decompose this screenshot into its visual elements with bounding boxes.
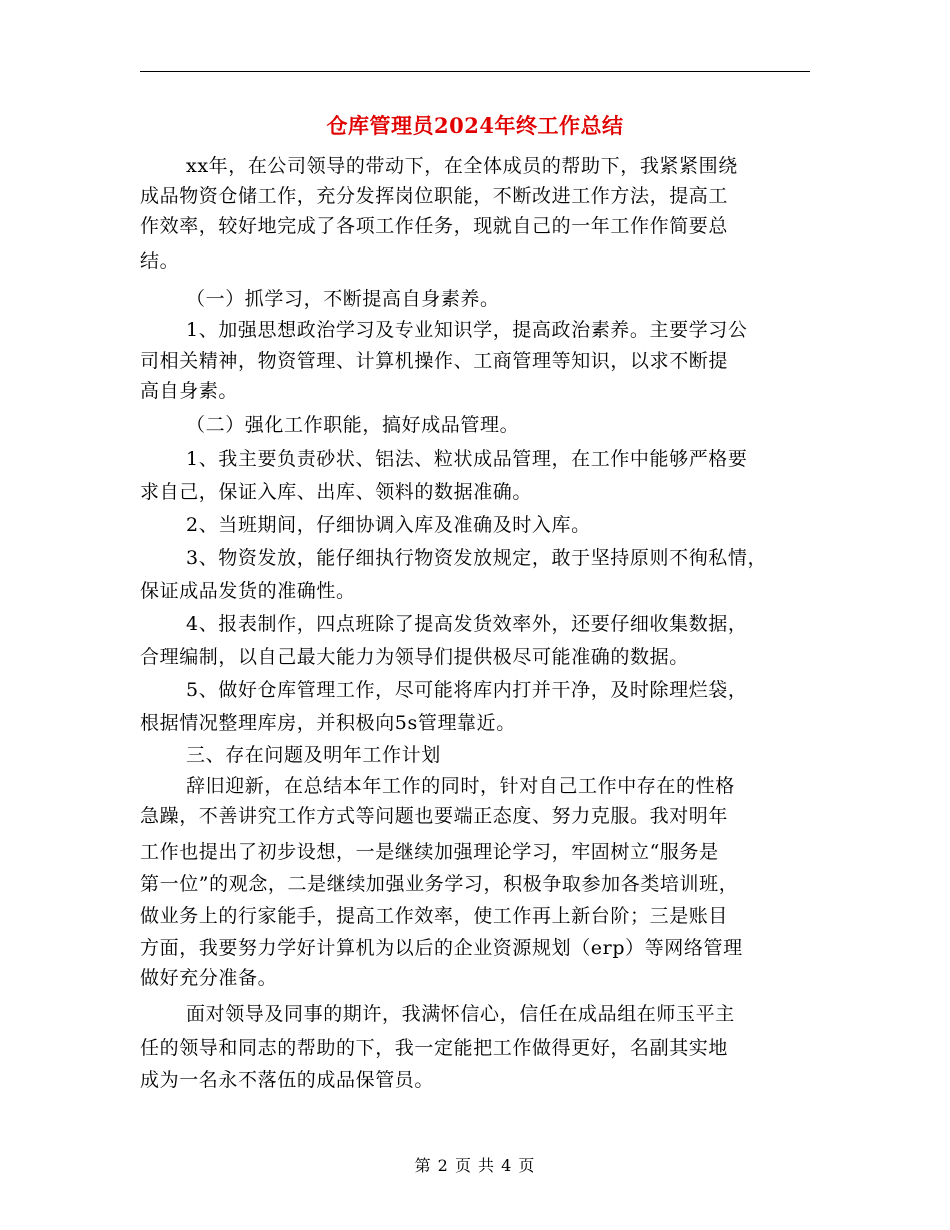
text-line: 方面，我要努力学好计算机为以后的企业资源规划（erp）等网络管理: [140, 937, 743, 959]
text-line: 4、报表制作，四点班除了提高发货效率外，还要仔细收集数据，: [186, 613, 748, 635]
text-line: 面对领导及同事的期许，我满怀信心，信任在成品组在师玉平主: [186, 1003, 735, 1025]
text-line: 5、做好仓库管理工作，尽可能将库内打并干净，及时除理烂袋，: [186, 679, 748, 701]
text-line: 作效率，较好地完成了各项工作任务，现就自己的一年工作作简要总: [140, 215, 729, 237]
text-line: （一）抓学习，不断提高自身素养。: [186, 288, 500, 310]
text-line: 做业务上的行家能手，提高工作效率，使工作再上新台阶；三是账目: [140, 905, 729, 927]
text-line: 工作也提出了初步设想，一是继续加强理论学习，牢固树立“服务是: [140, 841, 719, 863]
text-line: 结。: [140, 250, 180, 272]
text-line: 1、我主要负责砂状、铝法、粒状成品管理，在工作中能够严格要: [186, 448, 748, 470]
text-line: 合理编制，以自己最大能力为领导们提供极尽可能准确的数据。: [140, 646, 689, 668]
text-line: 任的领导和同志的帮助的下，我一定能把工作做得更好，名副其实地: [140, 1037, 729, 1059]
text-line: 求自己，保证入库、出库、领料的数据准确。: [140, 481, 533, 503]
text-line: （二）强化工作职能，搞好成品管理。: [186, 414, 520, 436]
text-line: 1、加强思想政治学习及专业知识学，提高政治素养。主要学习公: [186, 319, 748, 341]
text-line: 2、当班期间，仔细协调入库及准确及时入库。: [186, 514, 591, 536]
text-line: 第一位”的观念，二是继续加强业务学习，积极争取参加各类培训班，: [140, 873, 739, 895]
document-title: 仓库管理员2024年终工作总结: [326, 113, 624, 138]
text-line: 做好充分准备。: [140, 967, 278, 989]
text-line: 成为一名永不落伍的成品保管员。: [140, 1069, 435, 1091]
text-line: 急躁，不善讲究工作方式等问题也要端正态度、努力克服。我对明年: [140, 805, 729, 827]
text-line: 辞旧迎新，在总结本年工作的同时，针对自己工作中存在的性格: [186, 775, 735, 797]
text-line: 三、存在问题及明年工作计划: [186, 744, 441, 766]
text-line: 司相关精神，物资管理、计算机操作、工商管理等知识，以求不断提: [140, 350, 729, 372]
header-rule: [140, 71, 810, 72]
text-line: 保证成品发货的准确性。: [140, 580, 356, 602]
page-number: 第 2 页 共 4 页: [414, 1156, 536, 1175]
text-line: 3、物资发放，能仔细执行物资发放规定，敢于坚持原则不徇私情，: [186, 547, 768, 569]
text-line: 高自身素。: [140, 380, 239, 402]
text-line: xx年，在公司领导的带动下，在全体成员的帮助下，我紧紧围绕: [186, 155, 738, 177]
text-line: 根据情况整理库房，并积极向5s管理靠近。: [140, 712, 516, 734]
text-line: 成品物资仓储工作，充分发挥岗位职能，不断改进工作方法，提高工: [140, 185, 729, 207]
